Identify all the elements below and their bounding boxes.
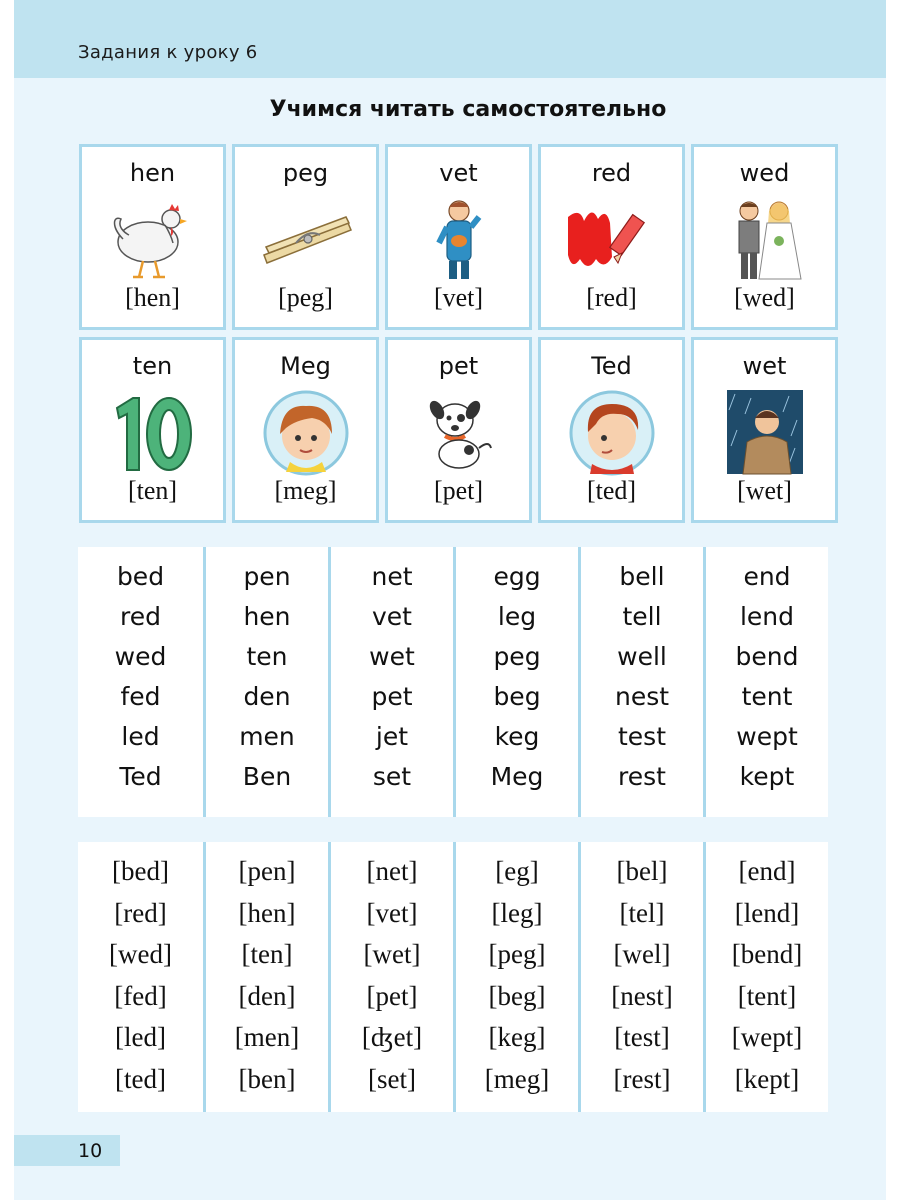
card-vet xyxy=(385,144,532,330)
transcription-cell: [end] xyxy=(738,856,796,886)
card-meg xyxy=(232,337,379,523)
card-wed xyxy=(691,144,838,330)
transcription-cell: [den] xyxy=(238,980,296,1011)
transcription-cell: [beg] xyxy=(488,980,546,1011)
transcription-column xyxy=(203,842,328,1112)
transcription-cell: [wet] xyxy=(363,939,421,969)
number-ten-icon xyxy=(103,390,203,476)
transcription-cell: [wed] xyxy=(109,939,172,969)
boy-face-icon xyxy=(562,390,662,476)
word-cell: nest xyxy=(614,682,670,711)
card-ten xyxy=(79,337,226,523)
transcription-column xyxy=(703,842,828,1112)
transcription-cell: [tent] xyxy=(737,980,797,1011)
card-ted xyxy=(538,337,685,523)
card-word: peg xyxy=(282,159,329,187)
card-word: pet xyxy=(438,352,479,380)
word-column xyxy=(703,547,828,817)
card-word: Ted xyxy=(591,352,632,380)
card-pet xyxy=(385,337,532,523)
transcription-cell: [nest] xyxy=(611,980,673,1011)
transcription-cell: [ten] xyxy=(241,939,293,969)
card-word: wed xyxy=(739,159,790,187)
word-cell: Meg xyxy=(490,762,544,791)
clothespin-icon xyxy=(256,197,356,283)
word-cell: kept xyxy=(739,762,795,791)
word-cell: wept xyxy=(736,722,798,751)
card-word: Meg xyxy=(280,352,331,380)
transcription-cell: [lend] xyxy=(734,897,800,928)
card-transcription: [wet] xyxy=(737,476,792,505)
card-transcription: [peg] xyxy=(278,283,333,312)
word-cell: den xyxy=(243,682,291,711)
word-cell: tent xyxy=(741,682,793,711)
girl-face-icon xyxy=(256,390,356,476)
word-cell: leg xyxy=(497,602,537,631)
card-word: vet xyxy=(439,159,478,187)
red-pencil-icon xyxy=(562,197,662,283)
word-cell: keg xyxy=(494,722,540,751)
transcription-cell: [rest] xyxy=(613,1063,671,1094)
card-transcription: [pet] xyxy=(433,476,484,505)
transcription-column xyxy=(578,842,703,1112)
card-wet xyxy=(691,337,838,523)
word-column xyxy=(453,547,578,817)
transcription-cell: [tel] xyxy=(619,897,665,928)
transcription-cell: [red] xyxy=(114,897,167,928)
transcription-column xyxy=(453,842,578,1112)
word-cell: vet xyxy=(372,602,412,631)
card-word: red xyxy=(591,159,632,187)
card-word: hen xyxy=(129,159,176,187)
word-cell: rest xyxy=(618,762,666,791)
vet-icon xyxy=(409,197,509,283)
word-cell: red xyxy=(120,602,161,631)
card-word: wet xyxy=(742,352,787,380)
word-cell: peg xyxy=(493,642,541,671)
transcription-cell: [wept] xyxy=(731,1022,803,1052)
transcription-cell: [fed] xyxy=(114,980,167,1011)
transcription-cell: [meg] xyxy=(484,1063,550,1094)
header-band xyxy=(14,0,886,78)
transcription-cell: [leg] xyxy=(491,897,543,928)
transcription-cell: [bel] xyxy=(616,856,668,886)
transcription-cell: [ʤet] xyxy=(361,1022,423,1052)
word-cell: bed xyxy=(116,562,165,591)
hen-icon xyxy=(103,197,203,283)
word-cell: led xyxy=(121,722,160,751)
card-transcription: [wed] xyxy=(734,283,795,312)
transcription-cell: [men] xyxy=(234,1022,300,1052)
word-cell: bend xyxy=(735,642,799,671)
word-column xyxy=(78,547,203,817)
transcription-column xyxy=(328,842,453,1112)
word-cell: wed xyxy=(114,642,167,671)
word-cell: hen xyxy=(243,602,291,631)
word-cell: Ted xyxy=(119,762,162,791)
word-cell: test xyxy=(617,722,666,751)
transcription-cell: [ted] xyxy=(115,1063,166,1094)
word-cell: Ben xyxy=(242,762,292,791)
card-word: ten xyxy=(132,352,173,380)
word-cell: end xyxy=(743,562,791,591)
word-column xyxy=(203,547,328,817)
word-cell: net xyxy=(371,562,413,591)
card-transcription: [meg] xyxy=(274,476,337,505)
transcription-cell: [hen] xyxy=(238,897,296,928)
card-transcription: [ted] xyxy=(586,476,637,505)
transcription-table xyxy=(78,842,830,1112)
page-title: Учимся читать самостоятельно xyxy=(269,97,667,122)
word-table xyxy=(78,547,830,817)
word-cell: lend xyxy=(739,602,795,631)
card-transcription: [red] xyxy=(586,283,637,312)
word-cell: pen xyxy=(243,562,291,591)
transcription-cell: [peg] xyxy=(488,939,546,969)
page-number-band xyxy=(14,1135,120,1166)
card-transcription: [ten] xyxy=(127,476,178,505)
transcription-column xyxy=(78,842,203,1112)
word-cell: pet xyxy=(371,682,413,711)
word-cell: ten xyxy=(246,642,288,671)
card-hen xyxy=(79,144,226,330)
transcription-cell: [keg] xyxy=(488,1022,546,1052)
wedding-couple-icon xyxy=(715,197,815,283)
word-cell: jet xyxy=(375,722,409,751)
transcription-cell: [test] xyxy=(614,1022,670,1052)
card-transcription: [vet] xyxy=(433,283,484,312)
transcription-cell: [bend] xyxy=(731,939,803,969)
lesson-label: Задания к уроку 6 xyxy=(78,42,258,63)
transcription-cell: [wel] xyxy=(613,939,671,969)
transcription-cell: [eg] xyxy=(495,856,539,886)
word-cell: bell xyxy=(619,562,665,591)
transcription-cell: [ben] xyxy=(238,1063,296,1094)
transcription-cell: [pet] xyxy=(366,980,418,1011)
word-cell: tell xyxy=(622,602,662,631)
transcription-cell: [led] xyxy=(115,1022,166,1052)
word-cell: fed xyxy=(120,682,161,711)
word-cell: egg xyxy=(493,562,541,591)
card-transcription: [hen] xyxy=(125,283,180,312)
word-cell: well xyxy=(617,642,667,671)
transcription-cell: [set] xyxy=(368,1063,416,1094)
word-cell: men xyxy=(239,722,295,751)
transcription-cell: [pen] xyxy=(238,856,296,886)
transcription-cell: [kept] xyxy=(734,1063,800,1094)
card-red xyxy=(538,144,685,330)
transcription-cell: [vet] xyxy=(366,897,418,928)
word-column xyxy=(578,547,703,817)
transcription-cell: [net] xyxy=(366,856,418,886)
word-cell: beg xyxy=(493,682,541,711)
word-cell: set xyxy=(372,762,412,791)
page-number: 10 xyxy=(78,1140,103,1162)
puppy-icon xyxy=(409,390,509,476)
transcription-cell: [bed] xyxy=(112,856,169,886)
card-peg xyxy=(232,144,379,330)
word-cell: wet xyxy=(369,642,415,671)
word-column xyxy=(328,547,453,817)
rain-man-icon xyxy=(715,390,815,476)
